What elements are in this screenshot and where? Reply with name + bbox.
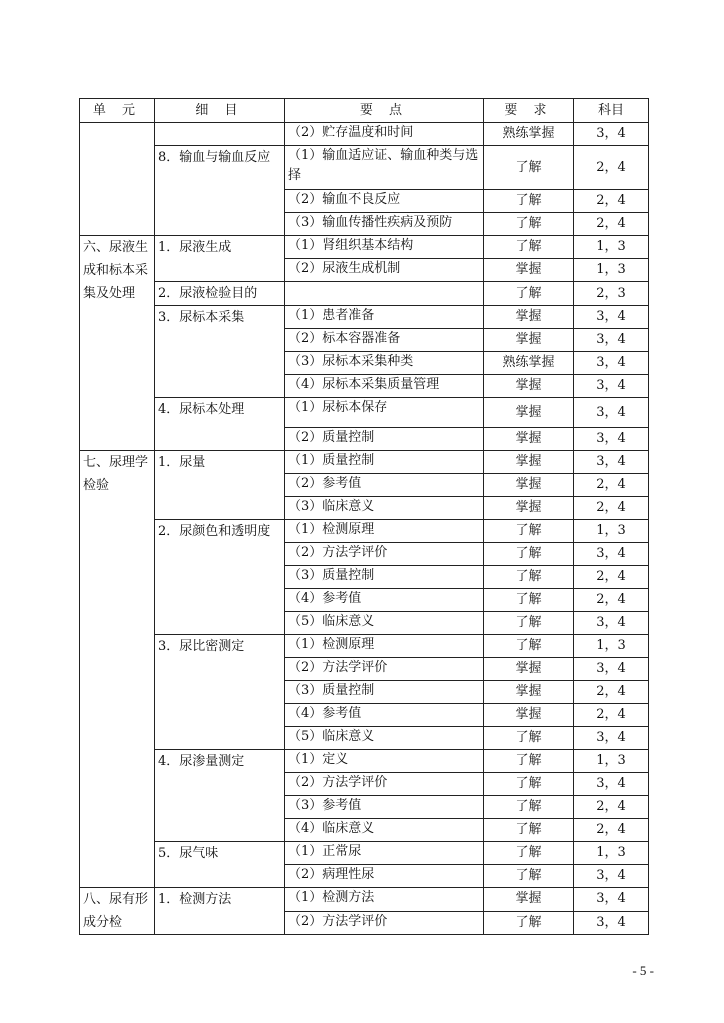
subject-cell: 2，4	[574, 190, 649, 213]
item-cell: 5．尿气味	[155, 842, 285, 888]
table-row	[80, 842, 649, 865]
requirement-cell: 掌握	[484, 375, 574, 398]
subject-cell: 3，4	[574, 888, 649, 912]
header-requirement: 要 求	[484, 99, 574, 123]
point-cell: （2）标本容器准备	[285, 329, 484, 352]
point-cell: （2）方法学评价	[285, 658, 484, 681]
item-cell: 2．尿液检验目的	[155, 282, 285, 306]
item-cell: 2．尿颜色和透明度	[155, 520, 285, 635]
requirement-cell: 掌握	[484, 398, 574, 428]
subject-cell: 1，3	[574, 635, 649, 658]
item-cell: 1．尿量	[155, 451, 285, 520]
requirement-cell: 掌握	[484, 497, 574, 520]
requirement-cell: 了解	[484, 727, 574, 750]
requirement-cell: 了解	[484, 635, 574, 658]
table-row	[80, 398, 649, 428]
table-row	[80, 282, 649, 306]
table-row	[80, 520, 649, 543]
point-cell: （1）质量控制	[285, 451, 484, 474]
subject-cell: 3，4	[574, 123, 649, 146]
subject-cell: 3，4	[574, 727, 649, 750]
point-cell: （2）贮存温度和时间	[285, 123, 484, 146]
requirement-cell: 掌握	[484, 451, 574, 474]
page-number: - 5 -	[632, 963, 654, 978]
requirement-cell: 了解	[484, 842, 574, 865]
requirement-cell: 掌握	[484, 259, 574, 282]
point-cell: （2）病理性尿	[285, 865, 484, 888]
point-cell: （2）质量控制	[285, 428, 484, 451]
point-cell: （3）输血传播性疾病及预防	[285, 213, 484, 236]
item-cell: 4．尿渗量测定	[155, 750, 285, 842]
subject-cell: 3，4	[574, 352, 649, 375]
unit-cell: 六、尿液生成和标本采集及处理	[80, 236, 155, 451]
subject-cell: 3，4	[574, 329, 649, 352]
requirement-cell: 熟练掌握	[484, 123, 574, 146]
point-cell: （4）参考值	[285, 704, 484, 727]
subject-cell: 2，4	[574, 566, 649, 589]
requirement-cell: 了解	[484, 213, 574, 236]
requirement-cell: 了解	[484, 819, 574, 842]
requirement-cell: 掌握	[484, 704, 574, 727]
item-cell: 3．尿比密测定	[155, 635, 285, 750]
requirement-cell: 了解	[484, 190, 574, 213]
requirement-cell: 掌握	[484, 428, 574, 451]
subject-cell: 1，3	[574, 259, 649, 282]
unit-cell: 八、尿有形成分检	[80, 888, 155, 935]
point-cell: （3）参考值	[285, 796, 484, 819]
point-cell: （1）正常尿	[285, 842, 484, 865]
subject-cell: 3，4	[574, 306, 649, 329]
point-cell: （1）尿标本保存	[285, 398, 484, 428]
point-cell	[285, 282, 484, 306]
header-point: 要 点	[285, 99, 484, 123]
requirement-cell: 掌握	[484, 658, 574, 681]
item-cell: 4．尿标本处理	[155, 398, 285, 451]
point-cell: （2）输血不良反应	[285, 190, 484, 213]
requirement-cell: 了解	[484, 566, 574, 589]
requirement-cell: 了解	[484, 543, 574, 566]
subject-cell: 2，4	[574, 213, 649, 236]
table-row	[80, 123, 649, 146]
point-cell: （3）质量控制	[285, 566, 484, 589]
table-row	[80, 306, 649, 329]
point-cell: （2）方法学评价	[285, 543, 484, 566]
subject-cell: 3，4	[574, 658, 649, 681]
subject-cell: 3，4	[574, 451, 649, 474]
point-cell: （2）参考值	[285, 474, 484, 497]
requirement-cell: 了解	[484, 589, 574, 612]
subject-cell: 2，4	[574, 819, 649, 842]
subject-cell: 3，4	[574, 612, 649, 635]
point-cell: （3）临床意义	[285, 497, 484, 520]
requirement-cell: 掌握	[484, 474, 574, 497]
requirement-cell: 了解	[484, 282, 574, 306]
point-cell: （5）临床意义	[285, 612, 484, 635]
point-cell: （1）检测原理	[285, 635, 484, 658]
table-row	[80, 146, 649, 190]
subject-cell: 2，3	[574, 282, 649, 306]
requirement-cell: 掌握	[484, 306, 574, 329]
subject-cell: 3，4	[574, 543, 649, 566]
item-cell: 1．尿液生成	[155, 236, 285, 282]
point-cell: （1）输血适应证、输血种类与选择	[285, 146, 484, 190]
requirement-cell: 了解	[484, 773, 574, 796]
subject-cell: 2，4	[574, 589, 649, 612]
requirement-cell: 掌握	[484, 329, 574, 352]
point-cell: （3）质量控制	[285, 681, 484, 704]
item-cell: 8．输血与输血反应	[155, 146, 285, 236]
item-cell: 3．尿标本采集	[155, 306, 285, 398]
subject-cell: 1，3	[574, 750, 649, 773]
requirement-cell: 了解	[484, 865, 574, 888]
table-row	[80, 635, 649, 658]
point-cell: （4）参考值	[285, 589, 484, 612]
header-item: 细 目	[155, 99, 285, 123]
requirement-cell: 了解	[484, 612, 574, 635]
header-subject: 科目	[574, 99, 649, 123]
table-row	[80, 236, 649, 259]
table-row	[80, 451, 649, 474]
requirement-cell: 了解	[484, 750, 574, 773]
requirement-cell: 熟练掌握	[484, 352, 574, 375]
subject-cell: 1，3	[574, 520, 649, 543]
subject-cell: 1，3	[574, 236, 649, 259]
point-cell: （2）尿液生成机制	[285, 259, 484, 282]
point-cell: （1）患者准备	[285, 306, 484, 329]
subject-cell: 2，4	[574, 497, 649, 520]
point-cell: （1）检测方法	[285, 888, 484, 912]
point-cell: （5）临床意义	[285, 727, 484, 750]
requirement-cell: 掌握	[484, 681, 574, 704]
subject-cell: 2，4	[574, 681, 649, 704]
table-header-row	[80, 99, 649, 123]
header-unit: 单 元	[80, 99, 155, 123]
subject-cell: 1，3	[574, 842, 649, 865]
subject-cell: 2，4	[574, 474, 649, 497]
unit-cell	[80, 123, 155, 236]
table-row	[80, 750, 649, 773]
requirement-cell: 了解	[484, 911, 574, 935]
requirement-cell: 了解	[484, 520, 574, 543]
table-row	[80, 888, 649, 912]
requirement-cell: 掌握	[484, 888, 574, 912]
subject-cell: 2，4	[574, 146, 649, 190]
subject-cell: 3，4	[574, 398, 649, 428]
item-cell: 1．检测方法	[155, 888, 285, 935]
item-cell	[155, 123, 285, 146]
subject-cell: 3，4	[574, 428, 649, 451]
point-cell: （2）方法学评价	[285, 773, 484, 796]
point-cell: （4）尿标本采集质量管理	[285, 375, 484, 398]
subject-cell: 2，4	[574, 704, 649, 727]
requirement-cell: 了解	[484, 146, 574, 190]
point-cell: （1）定义	[285, 750, 484, 773]
syllabus-table	[79, 98, 649, 935]
point-cell: （2）方法学评价	[285, 911, 484, 935]
subject-cell: 2，4	[574, 796, 649, 819]
subject-cell: 3，4	[574, 911, 649, 935]
subject-cell: 3，4	[574, 773, 649, 796]
requirement-cell: 了解	[484, 796, 574, 819]
point-cell: （1）肾组织基本结构	[285, 236, 484, 259]
point-cell: （1）检测原理	[285, 520, 484, 543]
point-cell: （4）临床意义	[285, 819, 484, 842]
point-cell: （3）尿标本采集种类	[285, 352, 484, 375]
requirement-cell: 了解	[484, 236, 574, 259]
subject-cell: 3，4	[574, 375, 649, 398]
unit-cell: 七、尿理学检验	[80, 451, 155, 888]
subject-cell: 3，4	[574, 865, 649, 888]
